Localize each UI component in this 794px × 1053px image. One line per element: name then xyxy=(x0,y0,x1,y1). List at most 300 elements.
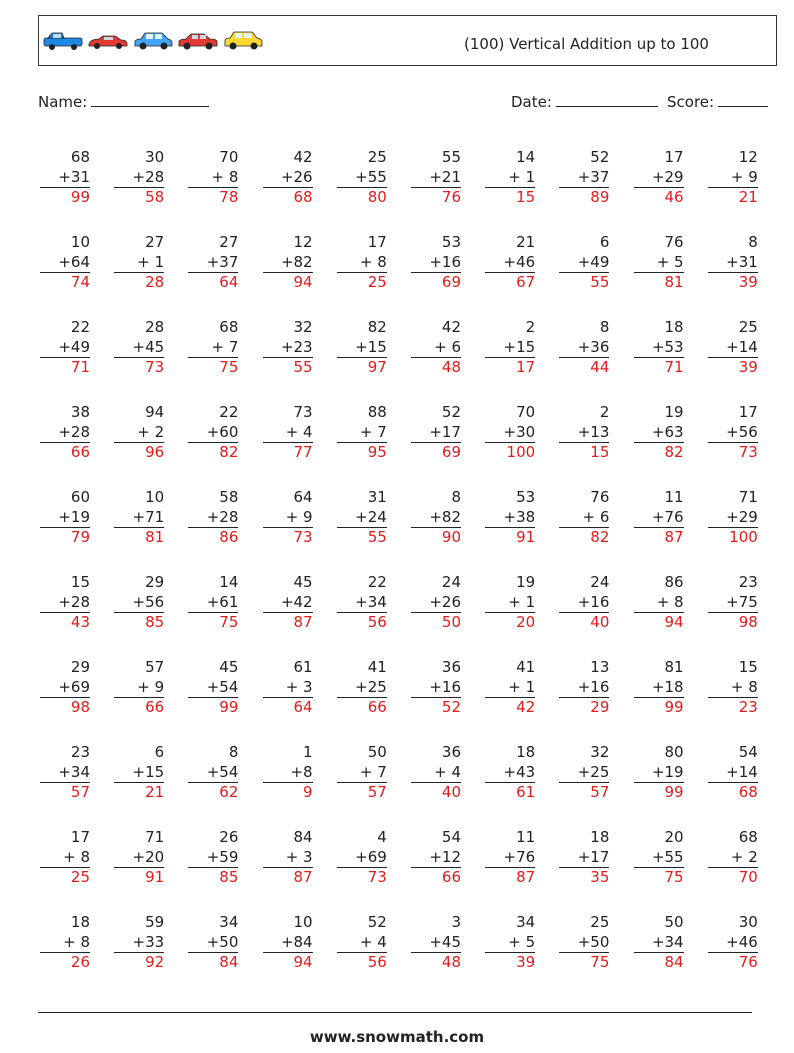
first-addend: 10 xyxy=(145,488,165,506)
addition-problem xyxy=(634,233,684,293)
answer: 48 xyxy=(441,953,461,971)
answer: 26 xyxy=(70,953,90,971)
addition-problem xyxy=(40,318,90,378)
addition-problem xyxy=(337,828,387,888)
score-label: Score: xyxy=(667,93,715,111)
answer: 55 xyxy=(293,358,313,376)
answer: 66 xyxy=(70,443,90,461)
answer: 48 xyxy=(441,358,461,376)
answer: 25 xyxy=(70,868,90,886)
first-addend: 55 xyxy=(441,148,461,166)
first-addend: 24 xyxy=(441,573,461,591)
answer: 40 xyxy=(590,613,610,631)
addition-problem xyxy=(114,743,164,803)
first-addend: 81 xyxy=(664,658,684,676)
addition-problem xyxy=(263,828,313,888)
second-addend: +33 xyxy=(114,933,164,954)
second-addend: +17 xyxy=(411,423,461,444)
first-addend: 32 xyxy=(590,743,610,761)
second-addend: +54 xyxy=(188,763,238,784)
first-addend: 8 xyxy=(748,233,758,251)
second-addend: +28 xyxy=(188,508,238,529)
problem-row xyxy=(40,743,780,828)
answer: 17 xyxy=(516,358,536,376)
second-addend: +37 xyxy=(188,253,238,274)
second-addend: +75 xyxy=(708,593,758,614)
answer: 68 xyxy=(738,783,758,801)
footer-site: www.snowmath.com xyxy=(309,1028,485,1046)
first-addend: 30 xyxy=(145,148,165,166)
answer: 57 xyxy=(590,783,610,801)
answer: 66 xyxy=(367,698,387,716)
answer: 75 xyxy=(219,613,239,631)
addition-problem xyxy=(337,573,387,633)
addition-problem xyxy=(485,573,535,633)
addition-problem xyxy=(263,403,313,463)
second-addend: +59 xyxy=(188,848,238,869)
addition-problem xyxy=(337,658,387,718)
second-addend: +28 xyxy=(40,593,90,614)
second-addend: +29 xyxy=(634,168,684,189)
second-addend: +18 xyxy=(634,678,684,699)
first-addend: 29 xyxy=(70,658,90,676)
answer: 42 xyxy=(516,698,536,716)
second-addend: +34 xyxy=(634,933,684,954)
addition-problem xyxy=(634,743,684,803)
second-addend: +50 xyxy=(559,933,609,954)
addition-problem xyxy=(485,658,535,718)
first-addend: 10 xyxy=(293,913,313,931)
addition-problem xyxy=(114,403,164,463)
addition-problem xyxy=(411,573,461,633)
addition-problem xyxy=(708,573,758,633)
answer: 61 xyxy=(516,783,536,801)
answer: 91 xyxy=(145,868,165,886)
first-addend: 29 xyxy=(145,573,165,591)
first-addend: 1 xyxy=(303,743,313,761)
answer: 92 xyxy=(145,953,165,971)
first-addend: 50 xyxy=(367,743,387,761)
addition-problem xyxy=(485,488,535,548)
answer: 40 xyxy=(441,783,461,801)
addition-problem xyxy=(411,233,461,293)
first-addend: 80 xyxy=(664,743,684,761)
problem-row xyxy=(40,318,780,403)
second-addend: +20 xyxy=(114,848,164,869)
answer: 52 xyxy=(441,698,461,716)
first-addend: 50 xyxy=(664,913,684,931)
answer: 87 xyxy=(516,868,536,886)
addition-problem xyxy=(411,743,461,803)
answer: 89 xyxy=(590,188,610,206)
second-addend: +28 xyxy=(40,423,90,444)
first-addend: 22 xyxy=(367,573,387,591)
first-addend: 19 xyxy=(516,573,536,591)
first-addend: 8 xyxy=(451,488,461,506)
answer: 81 xyxy=(145,528,165,546)
first-addend: 76 xyxy=(590,488,610,506)
addition-problem xyxy=(40,233,90,293)
answer: 73 xyxy=(145,358,165,376)
first-addend: 54 xyxy=(441,828,461,846)
second-addend: + 3 xyxy=(263,848,313,869)
answer: 64 xyxy=(219,273,239,291)
second-addend: +56 xyxy=(114,593,164,614)
first-addend: 11 xyxy=(664,488,684,506)
addition-problem xyxy=(337,148,387,208)
first-addend: 13 xyxy=(590,658,610,676)
first-addend: 28 xyxy=(145,318,165,336)
answer: 98 xyxy=(70,698,90,716)
second-addend: +76 xyxy=(634,508,684,529)
first-addend: 36 xyxy=(441,743,461,761)
addition-problem xyxy=(559,488,609,548)
header-box xyxy=(38,15,777,66)
addition-problem xyxy=(559,403,609,463)
addition-problem xyxy=(708,318,758,378)
second-addend: + 1 xyxy=(485,678,535,699)
answer: 56 xyxy=(367,613,387,631)
first-addend: 18 xyxy=(590,828,610,846)
answer: 95 xyxy=(367,443,387,461)
first-addend: 12 xyxy=(293,233,313,251)
answer: 21 xyxy=(738,188,758,206)
first-addend: 4 xyxy=(377,828,387,846)
answer: 50 xyxy=(441,613,461,631)
addition-problem xyxy=(708,658,758,718)
answer: 85 xyxy=(145,613,165,631)
first-addend: 54 xyxy=(738,743,758,761)
second-addend: + 6 xyxy=(411,338,461,359)
second-addend: +55 xyxy=(634,848,684,869)
second-addend: +30 xyxy=(485,423,535,444)
answer: 69 xyxy=(441,443,461,461)
second-addend: + 4 xyxy=(263,423,313,444)
answer: 58 xyxy=(145,188,165,206)
addition-problem xyxy=(485,743,535,803)
answer: 97 xyxy=(367,358,387,376)
second-addend: +15 xyxy=(114,763,164,784)
second-addend: +25 xyxy=(337,678,387,699)
addition-problem xyxy=(559,233,609,293)
problem-row xyxy=(40,233,780,318)
answer: 74 xyxy=(70,273,90,291)
first-addend: 22 xyxy=(219,403,239,421)
first-addend: 38 xyxy=(70,403,90,421)
answer: 71 xyxy=(664,358,684,376)
answer: 99 xyxy=(70,188,90,206)
first-addend: 15 xyxy=(738,658,758,676)
second-addend: + 7 xyxy=(188,338,238,359)
second-addend: + 4 xyxy=(337,933,387,954)
answer: 57 xyxy=(367,783,387,801)
answer: 94 xyxy=(293,953,313,971)
addition-problem xyxy=(559,573,609,633)
answer: 55 xyxy=(367,528,387,546)
addition-problem xyxy=(485,233,535,293)
addition-problem xyxy=(708,743,758,803)
second-addend: + 8 xyxy=(40,933,90,954)
second-addend: + 1 xyxy=(485,593,535,614)
first-addend: 76 xyxy=(664,233,684,251)
second-addend: +17 xyxy=(559,848,609,869)
first-addend: 60 xyxy=(70,488,90,506)
second-addend: +19 xyxy=(40,508,90,529)
answer: 78 xyxy=(219,188,239,206)
car-icons xyxy=(42,30,264,52)
addition-problem xyxy=(337,233,387,293)
answer: 73 xyxy=(738,443,758,461)
first-addend: 17 xyxy=(367,233,387,251)
addition-problem xyxy=(337,403,387,463)
answer: 75 xyxy=(590,953,610,971)
second-addend: +64 xyxy=(40,253,90,274)
second-addend: +34 xyxy=(40,763,90,784)
addition-problem xyxy=(188,658,238,718)
first-addend: 25 xyxy=(738,318,758,336)
answer: 82 xyxy=(590,528,610,546)
addition-problem xyxy=(114,233,164,293)
second-addend: +60 xyxy=(188,423,238,444)
addition-problem xyxy=(188,743,238,803)
first-addend: 34 xyxy=(516,913,536,931)
addition-problem xyxy=(337,488,387,548)
answer: 56 xyxy=(367,953,387,971)
addition-problem xyxy=(634,148,684,208)
second-addend: + 1 xyxy=(485,168,535,189)
answer: 75 xyxy=(219,358,239,376)
second-addend: +34 xyxy=(337,593,387,614)
second-addend: +69 xyxy=(337,848,387,869)
answer: 82 xyxy=(664,443,684,461)
addition-problem xyxy=(263,743,313,803)
addition-problem xyxy=(40,488,90,548)
first-addend: 2 xyxy=(525,318,536,336)
second-addend: +69 xyxy=(40,678,90,699)
second-addend: + 8 xyxy=(40,848,90,869)
problem-row xyxy=(40,658,780,743)
addition-problem xyxy=(485,828,535,888)
sports-car-icon xyxy=(87,30,129,52)
addition-problem xyxy=(40,658,90,718)
answer: 39 xyxy=(516,953,536,971)
second-addend: +46 xyxy=(708,933,758,954)
answer: 21 xyxy=(145,783,165,801)
second-addend: + 1 xyxy=(114,253,164,274)
answer: 9 xyxy=(303,783,313,801)
second-addend: +42 xyxy=(263,593,313,614)
addition-problem xyxy=(708,403,758,463)
second-addend: +12 xyxy=(411,848,461,869)
answer: 29 xyxy=(590,698,610,716)
addition-problem xyxy=(634,573,684,633)
first-addend: 82 xyxy=(367,318,387,336)
addition-problem xyxy=(40,743,90,803)
first-addend: 2 xyxy=(599,403,610,421)
second-addend: +28 xyxy=(114,168,164,189)
addition-problem xyxy=(485,318,535,378)
addition-problem xyxy=(188,148,238,208)
answer: 76 xyxy=(441,188,461,206)
addition-problem xyxy=(263,658,313,718)
first-addend: 17 xyxy=(738,403,758,421)
first-addend: 57 xyxy=(145,658,165,676)
score-line xyxy=(718,92,768,107)
second-addend: +16 xyxy=(559,678,609,699)
first-addend: 32 xyxy=(293,318,313,336)
second-addend: +43 xyxy=(485,763,535,784)
first-addend: 19 xyxy=(664,403,684,421)
second-addend: +15 xyxy=(485,338,535,359)
answer: 28 xyxy=(145,273,165,291)
second-addend: +54 xyxy=(188,678,238,699)
addition-problem xyxy=(559,743,609,803)
second-addend: +82 xyxy=(263,253,313,274)
answer: 87 xyxy=(664,528,684,546)
addition-problem xyxy=(411,488,461,548)
second-addend: +71 xyxy=(114,508,164,529)
answer: 20 xyxy=(516,613,536,631)
second-addend: +53 xyxy=(634,338,684,359)
first-addend: 36 xyxy=(441,658,461,676)
second-addend: +13 xyxy=(559,423,609,444)
addition-problem xyxy=(188,233,238,293)
name-field[interactable] xyxy=(38,92,209,111)
second-addend: + 6 xyxy=(559,508,609,529)
addition-problem xyxy=(559,148,609,208)
answer: 39 xyxy=(738,358,758,376)
addition-problem xyxy=(188,318,238,378)
compact-car-icon xyxy=(222,30,264,52)
addition-problem xyxy=(337,913,387,973)
second-addend: +55 xyxy=(337,168,387,189)
second-addend: +50 xyxy=(188,933,238,954)
first-addend: 45 xyxy=(219,658,239,676)
score-field[interactable] xyxy=(667,92,768,111)
answer: 94 xyxy=(293,273,313,291)
problem-row xyxy=(40,403,780,488)
answer: 99 xyxy=(219,698,239,716)
first-addend: 61 xyxy=(293,658,313,676)
first-addend: 41 xyxy=(367,658,387,676)
first-addend: 34 xyxy=(219,913,239,931)
answer: 96 xyxy=(145,443,165,461)
addition-problem xyxy=(559,828,609,888)
addition-problem xyxy=(114,488,164,548)
answer: 55 xyxy=(590,273,610,291)
addition-problem xyxy=(263,488,313,548)
second-addend: + 2 xyxy=(114,423,164,444)
answer: 15 xyxy=(516,188,536,206)
problem-row xyxy=(40,828,780,913)
second-addend: +45 xyxy=(114,338,164,359)
hatchback-car-icon xyxy=(132,30,174,52)
answer: 71 xyxy=(70,358,90,376)
first-addend: 11 xyxy=(516,828,536,846)
second-addend: +82 xyxy=(411,508,461,529)
answer: 25 xyxy=(367,273,387,291)
second-addend: + 5 xyxy=(485,933,535,954)
first-addend: 6 xyxy=(154,743,165,761)
sedan-car-icon xyxy=(177,30,219,52)
addition-problem xyxy=(114,828,164,888)
addition-problem xyxy=(263,148,313,208)
first-addend: 15 xyxy=(70,573,90,591)
second-addend: +19 xyxy=(634,763,684,784)
addition-problem xyxy=(337,743,387,803)
first-addend: 3 xyxy=(451,913,461,931)
second-addend: + 4 xyxy=(411,763,461,784)
addition-problem xyxy=(634,318,684,378)
answer: 66 xyxy=(145,698,165,716)
addition-problem xyxy=(485,403,535,463)
second-addend: + 9 xyxy=(263,508,313,529)
second-addend: +26 xyxy=(263,168,313,189)
worksheet-title: (100) Vertical Addition up to 100 xyxy=(464,35,709,53)
date-field[interactable] xyxy=(511,92,658,111)
answer: 75 xyxy=(664,868,684,886)
first-addend: 71 xyxy=(145,828,165,846)
first-addend: 68 xyxy=(738,828,758,846)
answer: 99 xyxy=(664,783,684,801)
second-addend: +8 xyxy=(263,763,313,784)
first-addend: 53 xyxy=(441,233,461,251)
addition-problem xyxy=(411,828,461,888)
first-addend: 25 xyxy=(590,913,610,931)
answer: 69 xyxy=(441,273,461,291)
first-addend: 53 xyxy=(516,488,536,506)
second-addend: + 8 xyxy=(337,253,387,274)
second-addend: +26 xyxy=(411,593,461,614)
addition-problem xyxy=(188,403,238,463)
answer: 81 xyxy=(664,273,684,291)
first-addend: 6 xyxy=(599,233,610,251)
answer: 94 xyxy=(664,613,684,631)
first-addend: 52 xyxy=(367,913,387,931)
addition-problem xyxy=(114,573,164,633)
first-addend: 31 xyxy=(367,488,387,506)
answer: 76 xyxy=(738,953,758,971)
problem-row xyxy=(40,573,780,658)
second-addend: +63 xyxy=(634,423,684,444)
second-addend: +36 xyxy=(559,338,609,359)
second-addend: + 8 xyxy=(708,678,758,699)
name-label: Name: xyxy=(38,93,88,111)
first-addend: 14 xyxy=(219,573,239,591)
addition-problem xyxy=(559,318,609,378)
addition-problem xyxy=(337,318,387,378)
first-addend: 84 xyxy=(293,828,313,846)
first-addend: 94 xyxy=(145,403,165,421)
second-addend: +49 xyxy=(40,338,90,359)
answer: 64 xyxy=(293,698,313,716)
first-addend: 88 xyxy=(367,403,387,421)
second-addend: +15 xyxy=(337,338,387,359)
first-addend: 41 xyxy=(516,658,536,676)
first-addend: 14 xyxy=(516,148,536,166)
addition-problem xyxy=(634,658,684,718)
addition-problem xyxy=(708,488,758,548)
addition-problem xyxy=(188,488,238,548)
addition-problem xyxy=(708,233,758,293)
answer: 82 xyxy=(219,443,239,461)
first-addend: 27 xyxy=(145,233,165,251)
second-addend: +56 xyxy=(708,423,758,444)
addition-problem xyxy=(634,403,684,463)
addition-problem xyxy=(411,913,461,973)
first-addend: 20 xyxy=(664,828,684,846)
second-addend: +45 xyxy=(411,933,461,954)
